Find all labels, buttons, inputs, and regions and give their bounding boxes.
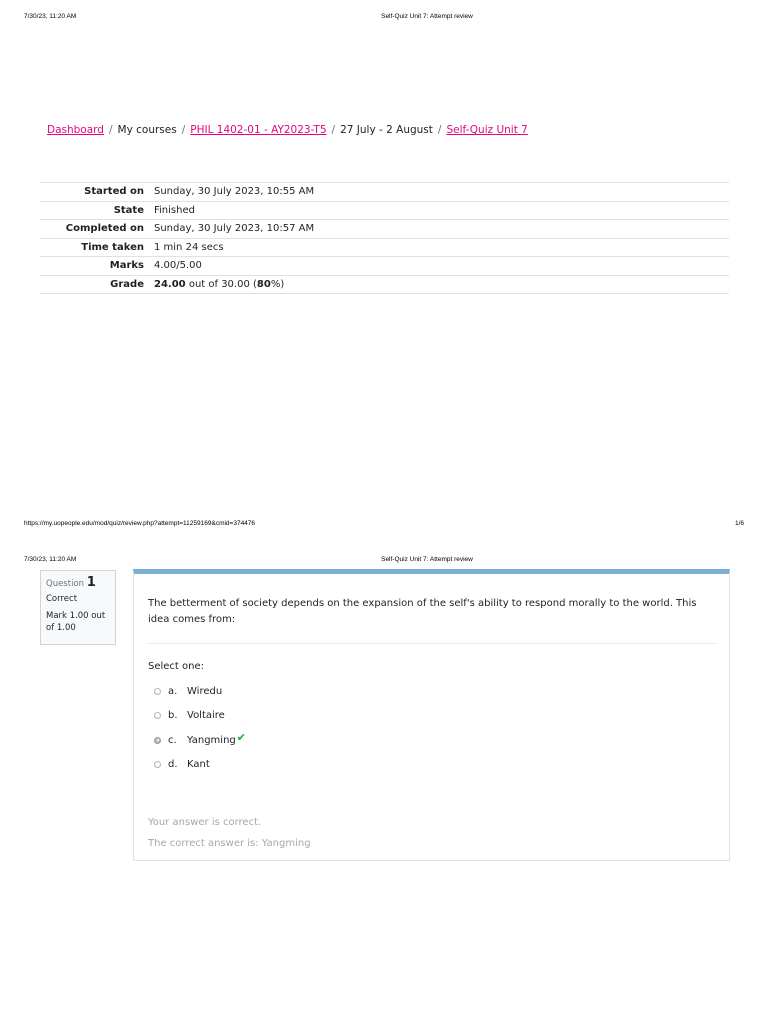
correct-check-icon: ✔ (236, 730, 246, 744)
breadcrumb-separator: / (108, 124, 113, 136)
summary-grade-value (154, 275, 729, 294)
breadcrumb-section: 27 July - 2 August (340, 124, 433, 136)
grade-end: %) (270, 278, 285, 290)
question-state: Correct (46, 594, 78, 604)
answer-option-a[interactable] (154, 679, 246, 704)
summary-row-state (40, 201, 729, 220)
print-header-title: Self-Quiz Unit 7: Attempt review (381, 556, 473, 563)
breadcrumb (47, 124, 528, 136)
summary-row-time-taken (40, 238, 729, 257)
feedback-right-answer: The correct answer is: Yangming (148, 838, 311, 849)
question-number (46, 575, 115, 590)
summary-label: Started on (84, 186, 144, 198)
question-grade: Mark 1.00 out of 1.00 (46, 611, 106, 633)
summary-label: Marks (109, 260, 144, 272)
answer-option-b[interactable] (154, 704, 246, 729)
question-text: The betterment of society depends on the expansion of the self's ability to respond morally to the world. This idea comes from: (148, 598, 697, 625)
summary-row-grade (40, 275, 729, 294)
print-footer-page: 1/6 (734, 520, 744, 527)
attempt-summary-table (40, 182, 729, 294)
option-text: Kant (187, 759, 210, 771)
breadcrumb-my-courses: My courses (117, 124, 177, 136)
radio-button[interactable] (154, 688, 161, 695)
summary-label: State (113, 204, 144, 216)
summary-row-marks (40, 257, 729, 276)
option-letter: b. (168, 710, 178, 722)
print-footer-url: https://my.uopeople.edu/mod/quiz/review.php?attempt=11259169&cmid=374476 (24, 520, 256, 527)
summary-row-started-on (40, 183, 729, 202)
grade-percent: 80 (256, 278, 271, 290)
summary-value: Sunday, 30 July 2023, 10:55 AM (154, 186, 315, 198)
summary-row-completed-on (40, 220, 729, 239)
summary-label: Time taken (81, 241, 144, 253)
question-content (133, 569, 730, 861)
breadcrumb-quiz-link[interactable]: Self-Quiz Unit 7 (446, 124, 528, 136)
print-header-datetime: 7/30/23, 11:20 AM (24, 556, 77, 563)
answer-options (154, 679, 246, 777)
radio-button[interactable] (154, 761, 161, 768)
question-label: Question (46, 579, 85, 589)
grade-out-of: out of 30.00 ( (185, 278, 257, 290)
question-number-value: 1 (86, 575, 96, 590)
option-letter: a. (168, 685, 178, 697)
feedback-general: Your answer is correct. (148, 817, 262, 828)
radio-button-selected[interactable] (154, 737, 161, 744)
radio-button[interactable] (154, 712, 161, 719)
breadcrumb-separator: / (437, 124, 442, 136)
answer-option-d[interactable] (154, 753, 246, 778)
question-divider (148, 643, 716, 644)
option-text: Yangming (187, 734, 236, 746)
question-feedback (148, 812, 311, 854)
breadcrumb-separator: / (331, 124, 336, 136)
summary-value: 4.00/5.00 (154, 260, 202, 272)
answer-option-c[interactable] (154, 728, 246, 753)
option-letter: c. (168, 734, 177, 746)
option-letter: d. (168, 759, 178, 771)
breadcrumb-separator: / (181, 124, 186, 136)
option-text: Wiredu (187, 685, 223, 697)
question-info-box (40, 570, 116, 645)
print-header-title: Self-Quiz Unit 7: Attempt review (381, 13, 473, 20)
option-text: Voltaire (187, 710, 225, 722)
select-one-prompt: Select one: (148, 661, 205, 672)
grade-score: 24.00 (154, 278, 186, 290)
summary-value: 1 min 24 secs (154, 241, 224, 253)
summary-label: Grade (110, 278, 144, 290)
summary-value: Finished (154, 204, 195, 216)
breadcrumb-dashboard-link[interactable]: Dashboard (47, 124, 104, 136)
breadcrumb-course-link[interactable]: PHIL 1402-01 - AY2023-T5 (190, 124, 327, 136)
summary-value: Sunday, 30 July 2023, 10:57 AM (154, 223, 315, 235)
summary-label: Completed on (65, 223, 144, 235)
print-header-datetime: 7/30/23, 11:20 AM (24, 13, 77, 20)
